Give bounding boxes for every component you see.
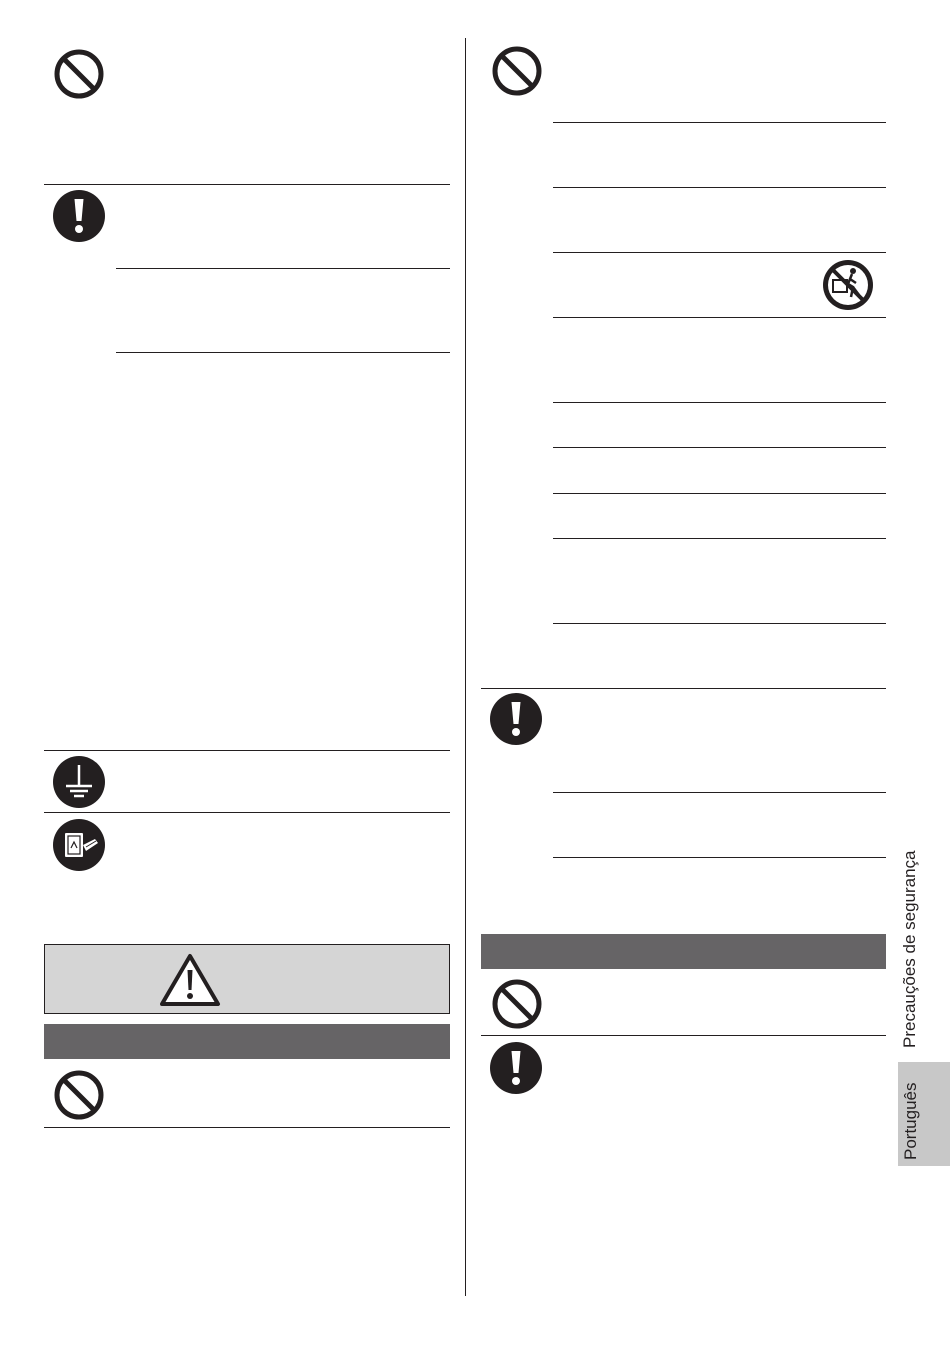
item-divider <box>553 252 886 253</box>
item-divider <box>553 317 886 318</box>
mandatory-icon <box>52 189 106 243</box>
item-divider <box>553 857 886 858</box>
language-tab[interactable] <box>898 1062 950 1166</box>
prohibition-icon <box>52 47 106 101</box>
section-divider <box>481 1035 886 1036</box>
section-divider <box>44 812 450 813</box>
section-divider <box>44 184 450 185</box>
item-divider <box>553 538 886 539</box>
item-divider <box>116 268 450 269</box>
unplug-icon <box>52 818 106 872</box>
section-heading-bar <box>44 1024 450 1059</box>
item-divider <box>116 352 450 353</box>
item-divider <box>553 122 886 123</box>
prohibition-icon <box>490 977 544 1031</box>
item-divider <box>553 402 886 403</box>
caution-box <box>44 944 450 1014</box>
mandatory-icon <box>489 692 543 746</box>
item-divider <box>553 792 886 793</box>
prohibition-icon <box>52 1068 106 1122</box>
column-divider <box>465 38 466 1296</box>
caution-triangle-icon <box>158 952 222 1008</box>
item-divider <box>553 493 886 494</box>
mandatory-icon <box>489 1041 543 1095</box>
language-tab-label: Português <box>901 1082 920 1160</box>
ground-icon <box>52 755 106 809</box>
section-tab-label: Precauções de segurança <box>900 850 919 1048</box>
item-divider <box>553 187 886 188</box>
no-climb-icon <box>822 259 874 311</box>
item-divider <box>553 623 886 624</box>
section-divider <box>44 1127 450 1128</box>
prohibition-icon <box>490 44 544 98</box>
section-heading-bar <box>481 934 886 969</box>
section-divider <box>44 750 450 751</box>
item-divider <box>553 447 886 448</box>
section-divider <box>481 688 886 689</box>
